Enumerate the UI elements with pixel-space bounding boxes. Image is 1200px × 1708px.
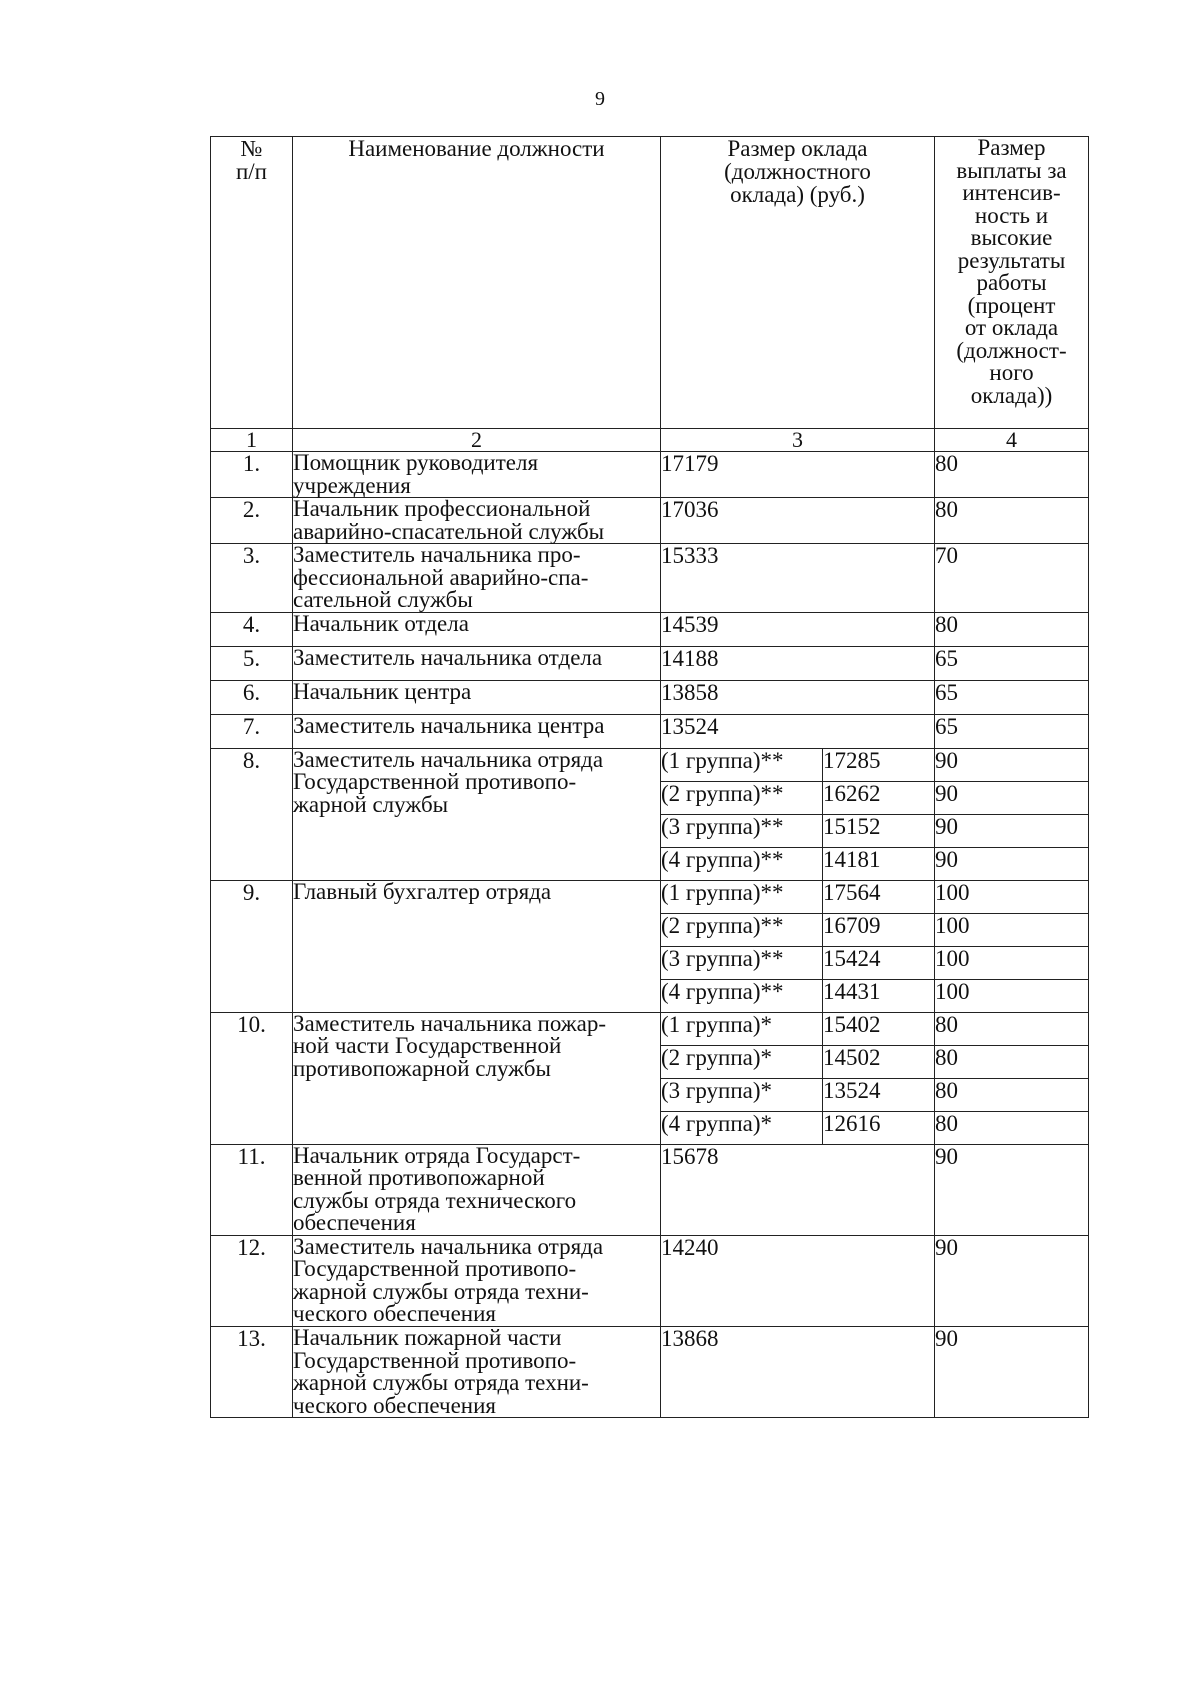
column-index: 3 bbox=[661, 429, 935, 452]
salary-value: 14240 bbox=[661, 1235, 935, 1326]
salary-value: 17285 bbox=[823, 748, 935, 781]
column-index-row bbox=[211, 429, 1089, 452]
row-number: 6. bbox=[211, 680, 293, 714]
bonus-value: 80 bbox=[935, 1111, 1089, 1144]
table-row bbox=[211, 1144, 1089, 1235]
position-name-line: Начальник отдела bbox=[293, 610, 469, 636]
header-bonus-line: (процент bbox=[967, 292, 1056, 318]
row-number: 7. bbox=[211, 714, 293, 748]
row-number: 1. bbox=[211, 452, 293, 498]
bonus-value: 100 bbox=[935, 913, 1089, 946]
row-number: 4. bbox=[211, 612, 293, 646]
group-label: (2 группа)** bbox=[661, 781, 823, 814]
salary-value: 17179 bbox=[661, 452, 935, 498]
position-name bbox=[293, 680, 661, 714]
table-row bbox=[211, 1326, 1089, 1417]
bonus-value: 80 bbox=[935, 1012, 1089, 1045]
salary-value: 14539 bbox=[661, 612, 935, 646]
salary-value: 16262 bbox=[823, 781, 935, 814]
position-name-line: Заместитель начальника отряда bbox=[293, 1233, 604, 1259]
salary-value: 13868 bbox=[661, 1326, 935, 1417]
bonus-value: 65 bbox=[935, 680, 1089, 714]
group-label: (3 группа)** bbox=[661, 946, 823, 979]
bonus-value: 90 bbox=[935, 748, 1089, 781]
group-label: (4 группа)* bbox=[661, 1111, 823, 1144]
position-name-line: жарной службы bbox=[293, 791, 449, 817]
position-name-line: Помощник руководителя bbox=[293, 450, 539, 475]
row-number: 3. bbox=[211, 544, 293, 613]
table-header-row bbox=[211, 137, 1089, 429]
position-name bbox=[293, 880, 661, 1012]
bonus-value: 80 bbox=[935, 452, 1089, 498]
position-name bbox=[293, 1235, 661, 1326]
position-name-line: Государственной противопо- bbox=[293, 1256, 577, 1282]
header-bonus-line: выплаты за bbox=[956, 157, 1067, 183]
position-name-line: учреждения bbox=[293, 472, 411, 498]
bonus-value: 100 bbox=[935, 880, 1089, 913]
bonus-value: 80 bbox=[935, 1078, 1089, 1111]
salary-value: 14502 bbox=[823, 1045, 935, 1078]
bonus-value: 80 bbox=[935, 612, 1089, 646]
group-label: (2 группа)* bbox=[661, 1045, 823, 1078]
position-name-line: Заместитель начальника пожар- bbox=[293, 1010, 607, 1036]
position-name-line: обеспечения bbox=[293, 1210, 416, 1236]
salary-value: 15402 bbox=[823, 1012, 935, 1045]
table-row bbox=[211, 646, 1089, 680]
salary-value: 15152 bbox=[823, 814, 935, 847]
position-name bbox=[293, 612, 661, 646]
table-row bbox=[211, 544, 1089, 613]
table-row bbox=[211, 612, 1089, 646]
header-bonus-line: оклада)) bbox=[970, 382, 1053, 408]
header-salary-line: Размер оклада bbox=[727, 136, 868, 161]
header-bonus-line: Размер bbox=[977, 135, 1046, 160]
position-name-line: сательной службы bbox=[293, 587, 473, 613]
position-name-line: Государственной противопо- bbox=[293, 1347, 577, 1373]
position-name bbox=[293, 498, 661, 544]
row-number: 10. bbox=[211, 1012, 293, 1144]
salary-value: 13524 bbox=[823, 1078, 935, 1111]
bonus-value: 90 bbox=[935, 1326, 1089, 1417]
table-row bbox=[211, 452, 1089, 498]
header-number-line: п/п bbox=[235, 159, 267, 184]
salary-value: 14181 bbox=[823, 847, 935, 880]
salary-value: 13858 bbox=[661, 680, 935, 714]
salary-value: 17036 bbox=[661, 498, 935, 544]
bonus-value: 90 bbox=[935, 847, 1089, 880]
header-bonus-line: интенсив- bbox=[962, 180, 1061, 206]
salary-value: 17564 bbox=[823, 880, 935, 913]
position-name-line: аварийно-спасательной службы bbox=[293, 518, 605, 544]
header-bonus-line: результаты bbox=[957, 247, 1066, 273]
salary-value: 13524 bbox=[661, 714, 935, 748]
salary-value: 14431 bbox=[823, 979, 935, 1012]
row-number: 5. bbox=[211, 646, 293, 680]
header-salary bbox=[661, 137, 935, 429]
position-name-line: Заместитель начальника отряда bbox=[293, 746, 604, 772]
position-name-line: Начальник пожарной части bbox=[293, 1324, 562, 1350]
group-label: (3 группа)** bbox=[661, 814, 823, 847]
position-name-line: Заместитель начальника отдела bbox=[293, 644, 603, 670]
position-name bbox=[293, 1144, 661, 1235]
group-label: (1 группа)** bbox=[661, 880, 823, 913]
header-number bbox=[211, 137, 293, 429]
header-bonus-line: ного bbox=[989, 360, 1034, 386]
table-row bbox=[211, 748, 1089, 781]
salary-value: 15333 bbox=[661, 544, 935, 613]
column-index: 4 bbox=[935, 429, 1089, 452]
position-name-line: Начальник профессиональной bbox=[293, 496, 591, 522]
header-bonus-line: (должност- bbox=[956, 337, 1067, 363]
header-number-line: № bbox=[240, 136, 263, 161]
position-name-line: службы отряда технического bbox=[293, 1187, 577, 1213]
bonus-value: 65 bbox=[935, 714, 1089, 748]
position-name-line: Главный бухгалтер отряда bbox=[293, 878, 552, 904]
table-row bbox=[211, 680, 1089, 714]
position-name bbox=[293, 544, 661, 613]
position-name-line: Заместитель начальника про- bbox=[293, 542, 581, 568]
row-number: 11. bbox=[211, 1144, 293, 1235]
position-name bbox=[293, 748, 661, 880]
header-bonus-line: работы bbox=[976, 270, 1047, 296]
position-name bbox=[293, 646, 661, 680]
column-index: 1 bbox=[211, 429, 293, 452]
salary-value: 12616 bbox=[823, 1111, 935, 1144]
group-label: (2 группа)** bbox=[661, 913, 823, 946]
bonus-value: 100 bbox=[935, 979, 1089, 1012]
salary-value: 16709 bbox=[823, 913, 935, 946]
table-row bbox=[211, 1235, 1089, 1326]
salary-value: 15424 bbox=[823, 946, 935, 979]
row-number: 2. bbox=[211, 498, 293, 544]
row-number: 12. bbox=[211, 1235, 293, 1326]
page-number: 9 bbox=[595, 88, 605, 110]
position-name-line: венной противопожарной bbox=[293, 1165, 545, 1191]
position-name-line: ческого обеспечения bbox=[293, 1301, 496, 1327]
position-name-line: жарной службы отряда техни- bbox=[293, 1370, 589, 1396]
table-row bbox=[211, 880, 1089, 913]
bonus-value: 90 bbox=[935, 1144, 1089, 1235]
header-bonus-line: высокие bbox=[970, 225, 1053, 251]
position-name bbox=[293, 714, 661, 748]
group-label: (1 группа)** bbox=[661, 748, 823, 781]
position-name-line: Начальник центра bbox=[293, 678, 472, 704]
column-index: 2 bbox=[293, 429, 661, 452]
group-label: (4 группа)** bbox=[661, 979, 823, 1012]
group-label: (1 группа)* bbox=[661, 1012, 823, 1045]
header-position-name: Наименование должности bbox=[293, 137, 661, 429]
header-bonus bbox=[935, 137, 1089, 429]
header-salary-line: оклада) (руб.) bbox=[730, 182, 865, 207]
bonus-value: 65 bbox=[935, 646, 1089, 680]
position-name-line: ной части Государственной bbox=[293, 1033, 562, 1059]
bonus-value: 90 bbox=[935, 1235, 1089, 1326]
row-number: 13. bbox=[211, 1326, 293, 1417]
header-bonus-line: ность и bbox=[974, 202, 1049, 228]
group-label: (3 группа)* bbox=[661, 1078, 823, 1111]
row-number: 8. bbox=[211, 748, 293, 880]
header-bonus-line: от оклада bbox=[964, 315, 1059, 341]
position-name-line: ческого обеспечения bbox=[293, 1392, 496, 1418]
table-row bbox=[211, 714, 1089, 748]
position-name-line: фессиональной аварийно-спа- bbox=[293, 564, 589, 590]
row-number: 9. bbox=[211, 880, 293, 1012]
position-name-line: Государственной противопо- bbox=[293, 769, 577, 795]
bonus-value: 90 bbox=[935, 814, 1089, 847]
salary-table bbox=[210, 136, 1089, 1418]
bonus-value: 80 bbox=[935, 498, 1089, 544]
position-name bbox=[293, 452, 661, 498]
header-salary-line: (должностного bbox=[724, 159, 871, 184]
position-name-line: противопожарной службы bbox=[293, 1055, 551, 1081]
bonus-value: 100 bbox=[935, 946, 1089, 979]
position-name bbox=[293, 1326, 661, 1417]
position-name-line: жарной службы отряда техни- bbox=[293, 1278, 589, 1304]
table-row bbox=[211, 1012, 1089, 1045]
bonus-value: 70 bbox=[935, 544, 1089, 613]
salary-value: 14188 bbox=[661, 646, 935, 680]
salary-value: 15678 bbox=[661, 1144, 935, 1235]
bonus-value: 90 bbox=[935, 781, 1089, 814]
position-name bbox=[293, 1012, 661, 1144]
table-row bbox=[211, 498, 1089, 544]
bonus-value: 80 bbox=[935, 1045, 1089, 1078]
group-label: (4 группа)** bbox=[661, 847, 823, 880]
position-name-line: Начальник отряда Государст- bbox=[293, 1142, 581, 1168]
position-name-line: Заместитель начальника центра bbox=[293, 712, 605, 738]
